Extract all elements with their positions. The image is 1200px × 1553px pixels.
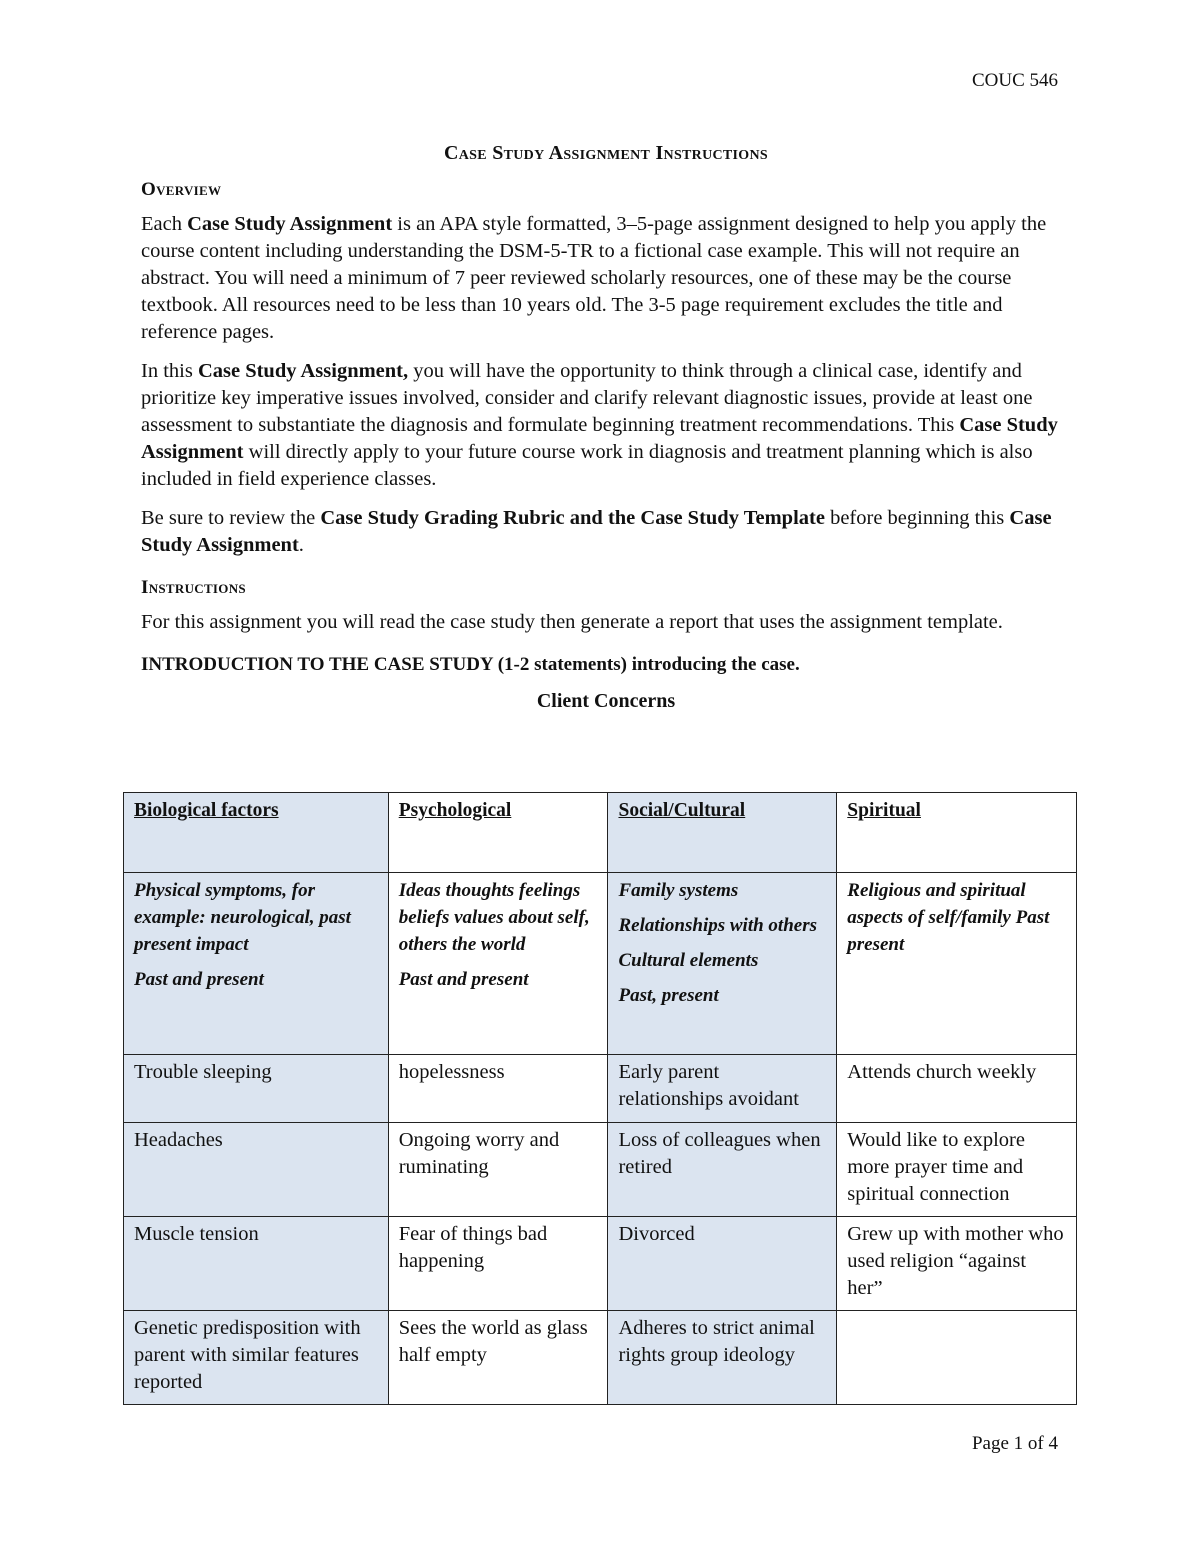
table-cell: Early parent relationships avoidant bbox=[608, 1055, 837, 1123]
table-cell: Loss of colleagues when retired bbox=[608, 1123, 837, 1217]
table-cell: Sees the world as glass half empty bbox=[388, 1311, 608, 1405]
table-cell: Adheres to strict animal rights group ideology bbox=[608, 1311, 837, 1405]
table-caption: Client Concerns bbox=[536, 690, 676, 712]
table-cell: Genetic predisposition with parent with similar features reported bbox=[124, 1311, 389, 1405]
description-cell: Physical symptoms, for example: neurological, past present impact Past and present bbox=[124, 873, 389, 1055]
table-row bbox=[124, 1311, 1077, 1405]
client-concerns-table bbox=[123, 792, 1077, 1405]
table-cell: Ongoing worry and ruminating bbox=[388, 1123, 608, 1217]
page-title: Case Study Assignment Instructions bbox=[444, 142, 768, 164]
header-cell: Social/Cultural bbox=[608, 793, 837, 873]
table-cell: hopelessness bbox=[388, 1055, 608, 1123]
table-header-row bbox=[124, 793, 1077, 873]
intro-line: INTRODUCTION TO THE CASE STUDY (1-2 statements) introducing the case. bbox=[141, 654, 800, 675]
page-number: Page 1 of 4 bbox=[971, 1433, 1058, 1454]
overview-paragraph-3: Be sure to review the Case Study Grading Rubric and the Case Study Template before beginning this Case Study Assignment. bbox=[141, 507, 1052, 556]
table-cell: Divorced bbox=[608, 1217, 837, 1311]
table-row bbox=[124, 1217, 1077, 1311]
table-description-row bbox=[124, 873, 1077, 1055]
table-cell: Muscle tension bbox=[124, 1217, 389, 1311]
table-row bbox=[124, 1055, 1077, 1123]
table-cell: Fear of things bad happening bbox=[388, 1217, 608, 1311]
course-code: COUC 546 bbox=[971, 70, 1058, 91]
header-cell: Spiritual bbox=[837, 793, 1077, 873]
table-row bbox=[124, 1123, 1077, 1217]
table-cell: Trouble sleeping bbox=[124, 1055, 389, 1123]
table-cell: Headaches bbox=[124, 1123, 389, 1217]
table-cell: Grew up with mother who used religion “against her” bbox=[837, 1217, 1077, 1311]
header-cell: Psychological bbox=[388, 793, 608, 873]
overview-paragraph-2: In this Case Study Assignment, you will have the opportunity to think through a clinical case, identify and prioritize key imperative issues involved, consider and clarify relevant diagnostic issues, provide at least one assessment to substantiate the diagnosis and formulate beginning treatment recommendations. This Case Study Assignment will directly apply to your future course work in diagnosis and treatment planning which is also included in field experience classes. bbox=[141, 360, 1058, 490]
description-cell: Family systems Relationships with others Cultural elements Past, present bbox=[608, 873, 837, 1055]
table-cell bbox=[837, 1311, 1077, 1405]
description-cell: Ideas thoughts feelings beliefs values about self, others the world Past and present bbox=[388, 873, 608, 1055]
instructions-heading: Instructions bbox=[141, 577, 246, 598]
overview-heading: Overview bbox=[141, 179, 222, 200]
table-cell: Would like to explore more prayer time and spiritual connection bbox=[837, 1123, 1077, 1217]
instructions-paragraph: For this assignment you will read the case study then generate a report that uses the assignment template. bbox=[141, 611, 1003, 633]
header-cell: Biological factors bbox=[124, 793, 389, 873]
document-body bbox=[141, 142, 1071, 721]
table-cell: Attends church weekly bbox=[837, 1055, 1077, 1123]
description-cell: Religious and spiritual aspects of self/family Past present bbox=[837, 873, 1077, 1055]
overview-paragraph-1: Each Case Study Assignment is an APA style formatted, 3–5-page assignment designed to help you apply the course content including understanding the DSM-5-TR to a fictional case example. This will not require an abstract. You will need a minimum of 7 peer reviewed scholarly resources, one of these may be the course textbook. All resources need to be less than 10 years old. The 3-5 page requirement excludes the title and reference pages. bbox=[141, 213, 1047, 343]
